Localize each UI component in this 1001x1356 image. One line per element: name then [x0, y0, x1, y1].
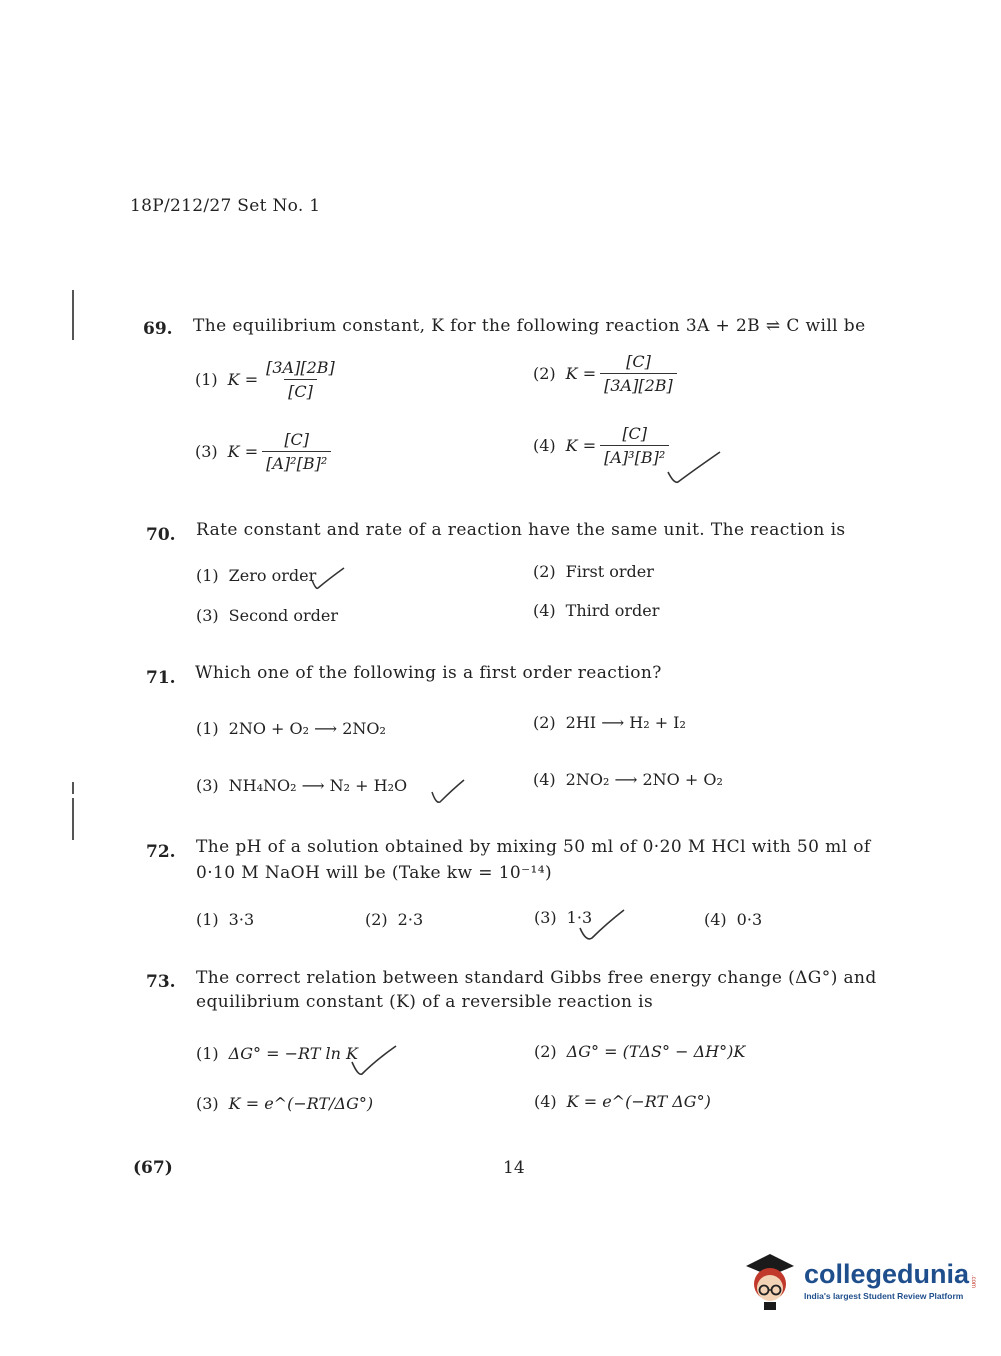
option-lhs: K = [565, 436, 597, 455]
option-number: (4) [533, 770, 556, 789]
question-number: 73. [146, 972, 176, 992]
option-number: (2) [534, 1042, 557, 1061]
denominator: [C] [284, 379, 317, 401]
option-text: 2HI ⟶ H₂ + I₂ [565, 713, 686, 732]
option-72-4 [704, 910, 762, 929]
question-number: 71. [146, 668, 176, 688]
option-71-1 [196, 719, 386, 738]
option-70-2 [533, 562, 654, 581]
option-text: 0·3 [736, 910, 763, 929]
option-number: (1) [196, 910, 219, 929]
question-text-line2: equilibrium constant (K) of a reversible reaction is [196, 992, 654, 1012]
margin-rule [72, 290, 74, 340]
option-text: 1·3 [566, 908, 593, 927]
checkmark-icon [428, 776, 468, 806]
option-text: 3·3 [228, 910, 255, 929]
option-number: (4) [533, 601, 556, 620]
option-73-1 [196, 1044, 358, 1063]
option-71-2 [533, 713, 686, 732]
option-number: (4) [533, 436, 556, 455]
option-69-3 [195, 430, 331, 473]
denominator: [A]²[B]² [262, 451, 331, 473]
question-text: Which one of the following is a first order reaction? [195, 663, 662, 683]
option-text: K = e^(−RT/ΔG°) [228, 1094, 374, 1113]
option-number: (3) [196, 606, 219, 625]
denominator: [A]³[B]² [600, 445, 669, 467]
question-text: Rate constant and rate of a reaction have the same unit. The reaction is [196, 520, 846, 540]
collegedunia-logo [742, 1250, 976, 1312]
option-text: First order [565, 562, 654, 581]
option-number: (4) [534, 1092, 557, 1111]
logo-dotcom: .com [970, 1274, 977, 1288]
checkmark-icon [664, 448, 724, 488]
option-number: (2) [533, 713, 556, 732]
option-number: (1) [195, 370, 218, 389]
option-69-2 [533, 352, 677, 395]
option-lhs: K = [565, 364, 597, 383]
option-number: (3) [195, 442, 218, 461]
question-text-line1: The correct relation between standard Gibbs free energy change (ΔG°) and [196, 968, 877, 988]
option-number: (1) [196, 1044, 219, 1063]
option-70-1 [196, 566, 316, 585]
option-number: (2) [533, 364, 556, 383]
question-number: 69. [143, 319, 173, 339]
option-69-1 [195, 358, 339, 401]
option-text: 2·3 [397, 910, 424, 929]
numerator: [C] [622, 424, 648, 443]
option-71-3 [196, 776, 407, 795]
checkmark-icon [348, 1042, 400, 1078]
numerator: [3A][2B] [266, 358, 335, 377]
option-lhs: K = [227, 370, 259, 389]
option-text: NH₄NO₂ ⟶ N₂ + H₂O [228, 776, 408, 795]
option-number: (3) [196, 1094, 219, 1113]
option-73-2 [534, 1042, 745, 1061]
option-73-4 [534, 1092, 711, 1111]
option-text: 2NO₂ ⟶ 2NO + O₂ [565, 770, 723, 789]
denominator: [3A][2B] [600, 373, 677, 395]
option-70-3 [196, 606, 338, 625]
option-71-4 [533, 770, 723, 789]
option-70-4 [533, 601, 659, 620]
question-number: 70. [146, 525, 176, 545]
option-number: (3) [196, 776, 219, 795]
option-number: (1) [196, 719, 219, 738]
option-73-3 [196, 1094, 373, 1113]
option-text: ΔG° = (TΔS° − ΔH°)K [566, 1042, 746, 1061]
option-text: 2NO + O₂ ⟶ 2NO₂ [228, 719, 386, 738]
checkmark-icon [308, 566, 348, 592]
question-text: The equilibrium constant, K for the following reaction 3A + 2B ⇌ C will be [193, 316, 866, 336]
margin-rule [72, 782, 74, 794]
option-text: ΔG° = −RT ln K [228, 1044, 358, 1063]
footer-code: (67) [133, 1158, 173, 1178]
numerator: [C] [284, 430, 310, 449]
question-text-line1: The pH of a solution obtained by mixing 50 ml of 0·20 M HCl with 50 ml of [196, 837, 871, 857]
margin-rule [72, 798, 74, 840]
option-text: Second order [228, 606, 338, 625]
logo-tagline: India's largest Student Review Platform [804, 1291, 964, 1301]
page-header: 18P/212/27 Set No. 1 [130, 196, 321, 216]
question-text-line2: 0·10 M NaOH will be (Take kw = 10⁻¹⁴) [196, 863, 552, 883]
option-72-1 [196, 910, 254, 929]
option-number: (2) [365, 910, 388, 929]
option-69-4 [533, 424, 669, 467]
mascot-icon [742, 1250, 798, 1312]
page-number: 14 [503, 1158, 525, 1178]
question-number: 72. [146, 842, 176, 862]
checkmark-icon [576, 906, 628, 944]
logo-name: collegedunia [804, 1259, 970, 1289]
option-number: (3) [534, 908, 557, 927]
option-number: (4) [704, 910, 727, 929]
option-text: Zero order [228, 566, 317, 585]
option-72-2 [365, 910, 423, 929]
option-number: (2) [533, 562, 556, 581]
option-lhs: K = [227, 442, 259, 461]
numerator: [C] [626, 352, 651, 371]
option-number: (1) [196, 566, 219, 585]
option-text: Third order [565, 601, 660, 620]
option-text: K = e^(−RT ΔG°) [566, 1092, 711, 1111]
